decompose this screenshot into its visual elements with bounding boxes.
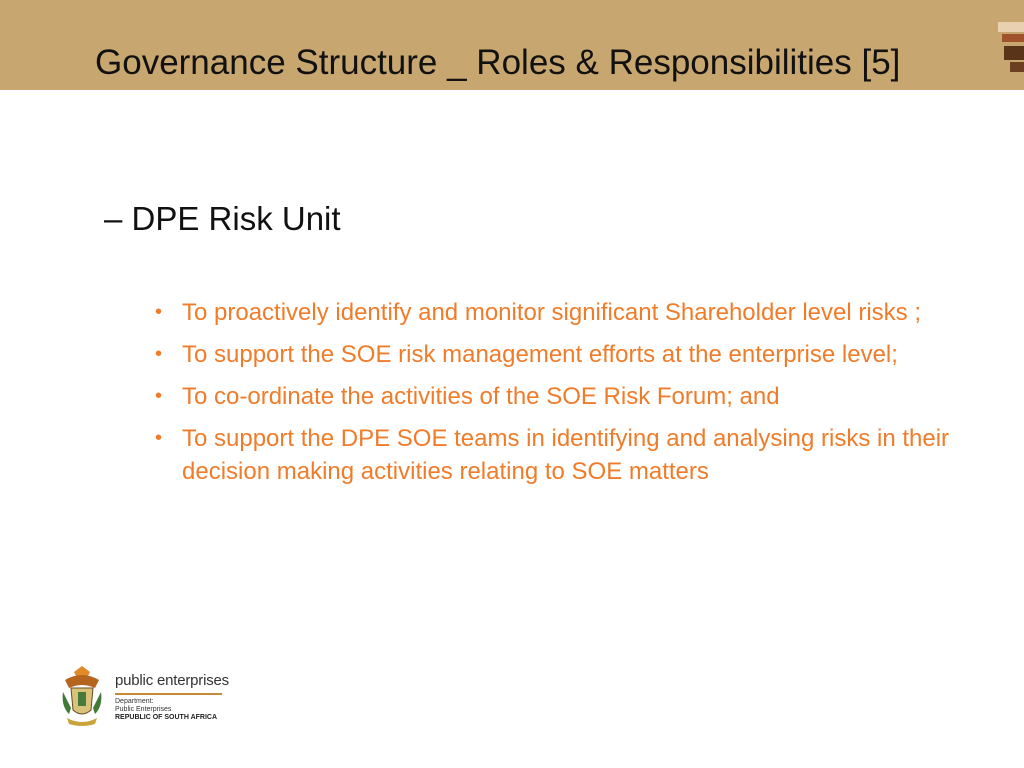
bullet-item xyxy=(155,296,985,329)
logo-country: REPUBLIC OF SOUTH AFRICA xyxy=(115,714,218,721)
department-logo xyxy=(57,662,227,728)
logo-name: public enterprises xyxy=(115,672,229,689)
bullet-text: To support the DPE SOE teams in identifying and analysing risks in their decision making activities relating to SOE matters xyxy=(182,425,950,485)
bullet-marker: • xyxy=(155,343,163,365)
bullet-text: To co-ordinate the activities of the SOE Risk Forum; and xyxy=(182,383,780,410)
logo-divider xyxy=(115,693,222,695)
bullet-marker: • xyxy=(155,301,163,323)
bullet-list xyxy=(155,296,985,497)
bullet-text: To proactively identify and monitor significant Shareholder level risks ; xyxy=(182,299,922,326)
bullet-item xyxy=(155,338,985,371)
coat-of-arms-icon xyxy=(57,662,107,728)
bullet-marker: • xyxy=(155,385,163,407)
slide-title: Governance Structure _ Roles & Responsibilities [5] xyxy=(95,43,901,82)
bullet-text: To support the SOE risk management efforts at the enterprise level; xyxy=(182,341,898,368)
logo-department-label: Department: xyxy=(115,698,154,705)
section-subheading: – DPE Risk Unit xyxy=(104,200,341,237)
logo-department-name: Public Enterprises xyxy=(115,706,172,713)
bullet-item xyxy=(155,380,985,413)
bullet-item xyxy=(155,422,985,488)
bullet-marker: • xyxy=(155,427,163,449)
decorative-accent-strip xyxy=(994,22,1024,72)
